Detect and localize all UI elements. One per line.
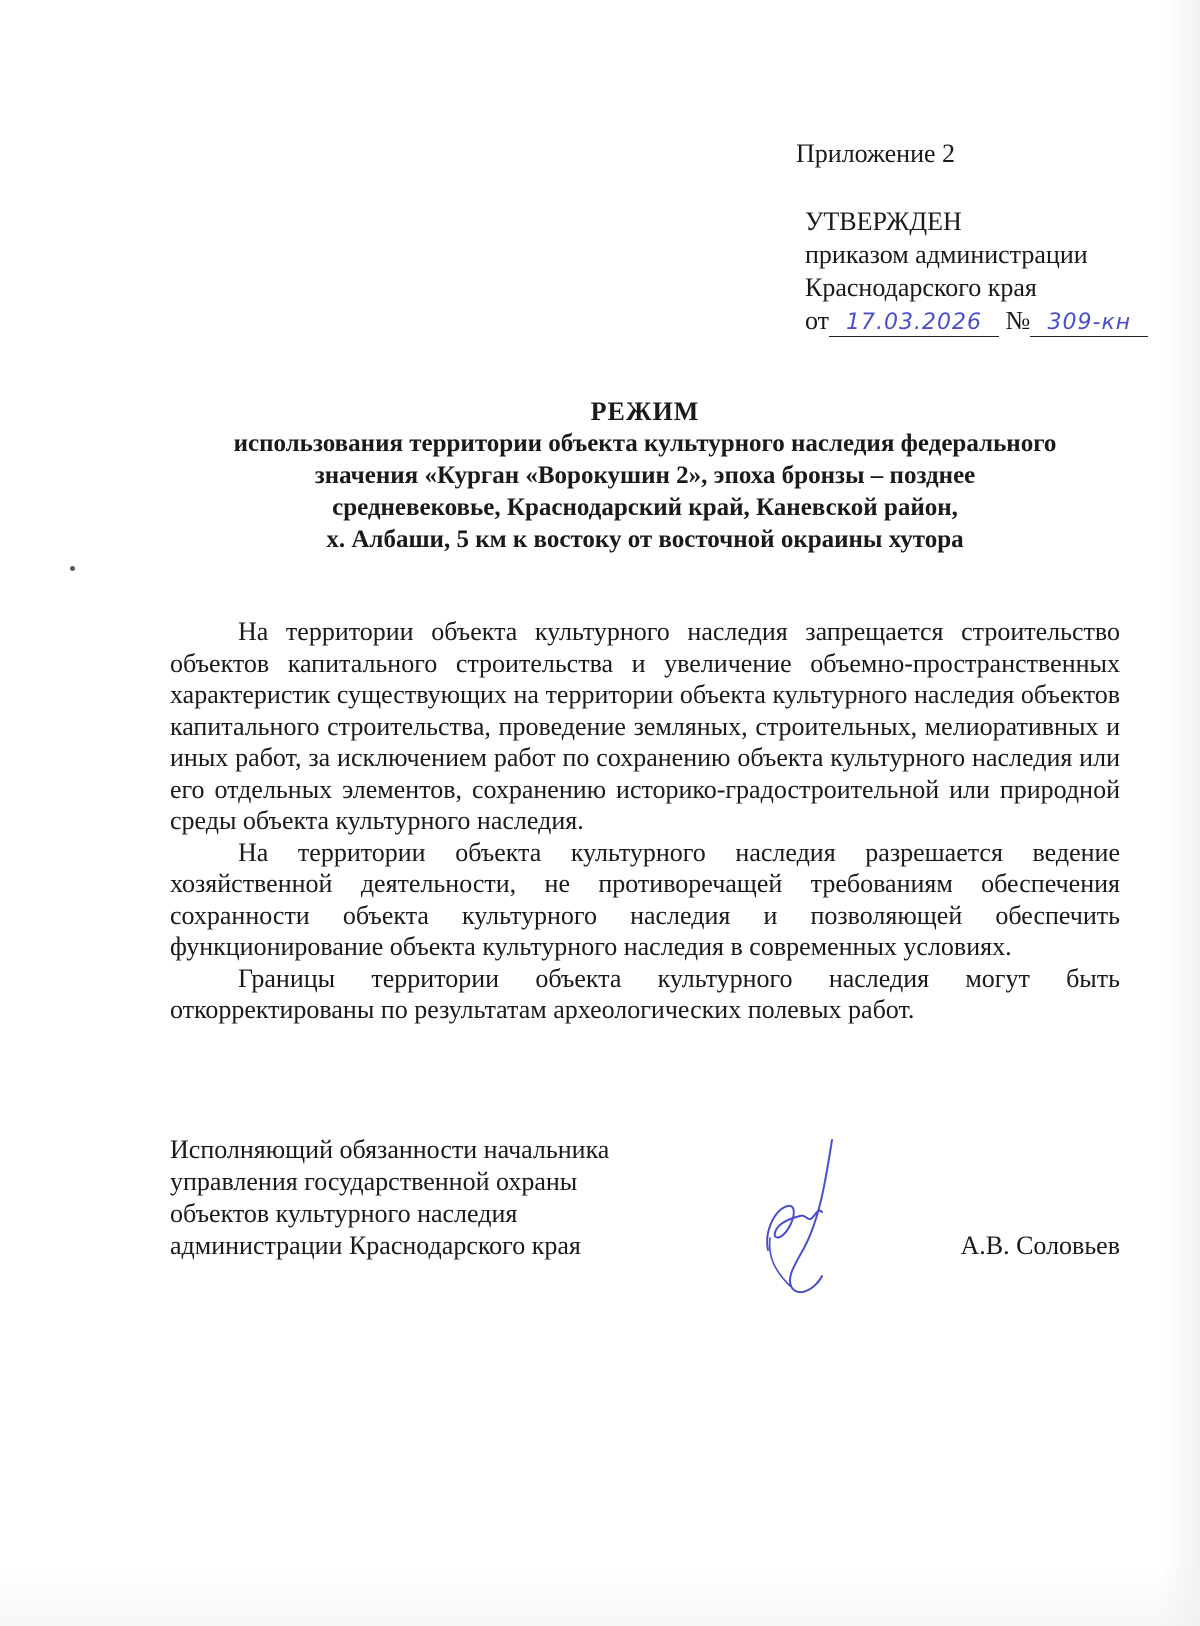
order-date-field [829,308,999,337]
order-number-handwritten: 309-кн [1047,310,1132,335]
title-line-4: х. Албаши, 5 км к востоку от восточной окраины хутора [326,526,964,553]
margin-dot [70,566,75,571]
title-line-2: значения «Курган «Ворокушин 2», эпоха бронзы – позднее [314,462,976,489]
position-line-4: администрации Краснодарского края [170,1231,581,1260]
body-paragraph-1: На территории объекта культурного наследия запрещается строительство объектов капитального строительства и увеличение объемно-пространственных характеристик существующих на территории объекта культурного наследия объектов капитального строительства, проведение земляных, строительных, мелиоративных и иных работ, за исключением работ по сохранению объекта культурного наследия или его отдельных элементов, сохранению историко-градостроительной или природной среды объекта культурного наследия. [170,617,1120,835]
document-body [170,616,1120,1026]
document-title [170,396,1120,556]
position-line-3: объектов культурного наследия [170,1199,518,1228]
date-prefix: от [805,306,830,335]
signer-name: А.В. Соловьев [960,1231,1120,1260]
title-heading: РЕЖИМ [590,397,700,426]
scan-edge-shade [1160,0,1200,1626]
scan-bottom-shade [0,1566,1200,1626]
position-line-1: Исполняющий обязанности начальника [170,1135,610,1164]
appendix-label: Приложение 2 [796,139,956,168]
order-line [805,304,1148,337]
title-line-3: средневековье, Краснодарский край, Каневской район, [332,494,958,521]
handwritten-signature [760,1138,870,1298]
approved-by-line2: Краснодарского края [805,273,1037,302]
approved-by-line1: приказом администрации [805,240,1088,269]
approval-block [805,205,1148,337]
position-line-2: управления государственной охраны [170,1167,578,1196]
order-number-field [1030,308,1148,337]
title-line-1: использования территории объекта культурного наследия федерального [233,430,1057,457]
signer-position [170,1134,609,1262]
body-paragraph-2: На территории объекта культурного наследия разрешается ведение хозяйственной деятельности, не противоречащей требованиям обеспечения сохранности объекта культурного наследия и позволяющей обеспечить функционирование объекта культурного наследия в современных условиях. [170,837,1120,961]
body-paragraph-3: Границы территории объекта культурного наследия могут быть откорректированы по результатам археологических полевых работ. [170,963,1120,1024]
order-date-handwritten: 17.03.2026 [846,310,983,335]
approved-stamp-text: УТВЕРЖДЕН [805,207,962,236]
number-prefix: № [1005,306,1031,335]
